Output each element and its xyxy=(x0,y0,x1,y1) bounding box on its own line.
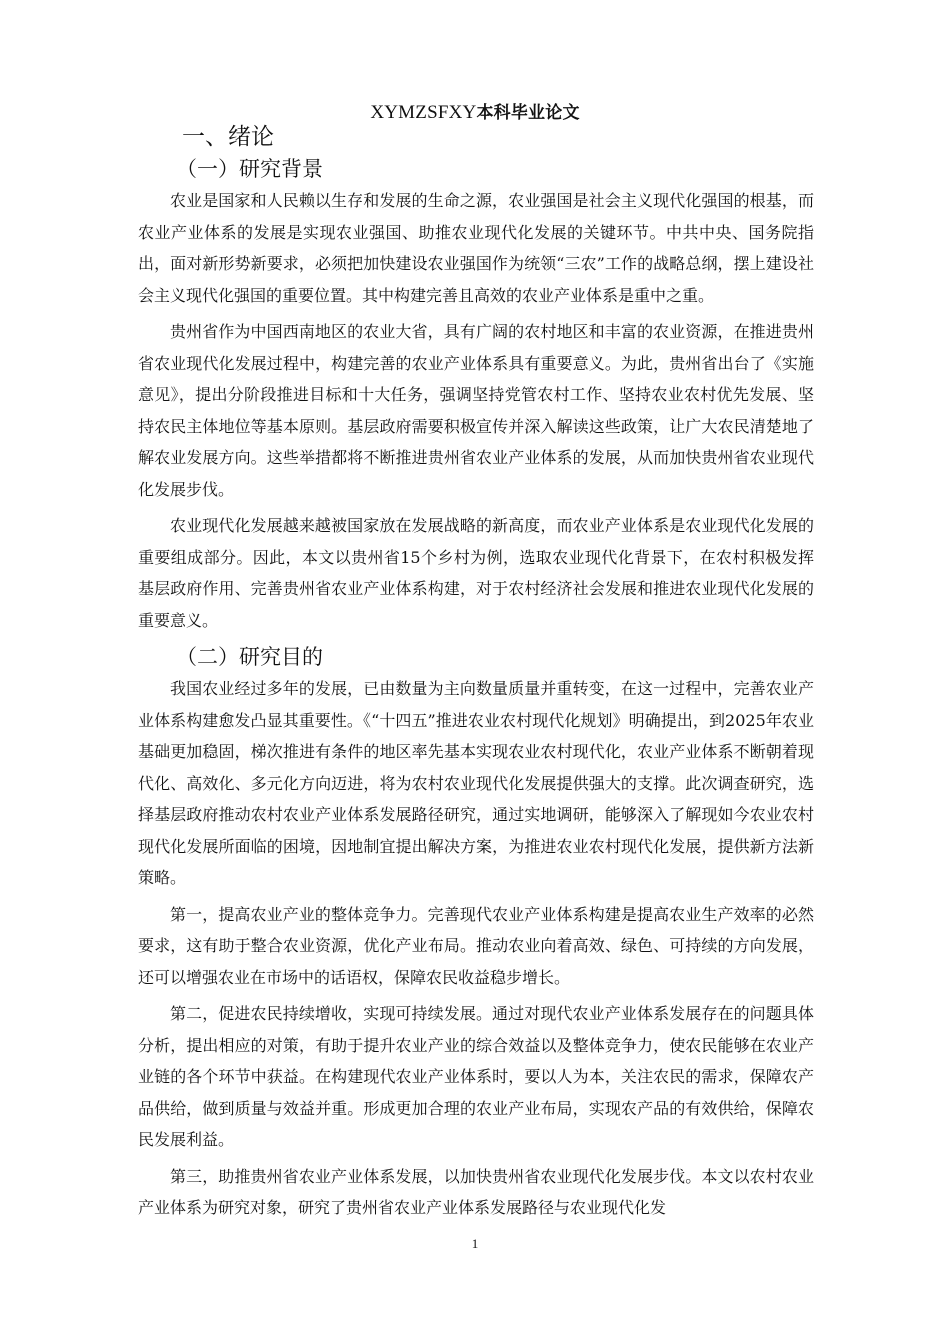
subsection-title-background: （一）研究背景 xyxy=(176,157,323,181)
paragraph: 我国农业经过多年的发展，已由数量为主向数量质量并重转变，在这一过程中，完善农业产业体系构建愈发凸显其重要性。《“十四五”推进农业农村现代化规划》明确提出，到2025年农业基础更加稳固，梯次推进有条件的地区率先基本实现农业农村现代化，农业产业体系不断朝着现代化、高效化、多元化方向迈进，将为农村农业现代化发展提供强大的支撑。此次调查研究，选择基层政府推动农村农业产业体系发展路径研究，通过实地调研，能够深入了解现如今农业农村现代化发展所面临的困境，因地制宜提出解决方案，为推进农业农村现代化发展，提供新方法新策略。 xyxy=(138,679,814,887)
header-code: XYMZSFXY xyxy=(370,102,477,123)
section-title: 一、绪论 xyxy=(182,124,274,150)
subsection-title-purpose: （二）研究目的 xyxy=(176,645,323,669)
paragraph: 第三，助推贵州省农业产业体系发展，以加快贵州省农业现代化发展步伐。本文以农村农业产业体系为研究对象，研究了贵州省农业产业体系发展路径与农业现代化发 xyxy=(138,1166,814,1217)
paragraph: 农业是国家和人民赖以生存和发展的生命之源，农业强国是社会主义现代化强国的根基，而农业产业体系的发展是实现农业强国、助推农业现代化发展的关键环节。中共中央、国务院指出，面对新形势新要求，必须把加快建设农业强国作为统领“三农”工作的战略总纲，摆上建设社会主义现代化强国的重要位置。其中构建完善且高效的农业产业体系是重中之重。 xyxy=(138,191,814,305)
header-title: 本科毕业论文 xyxy=(476,103,580,123)
paragraph: 贵州省作为中国西南地区的农业大省，具有广阔的农村地区和丰富的农业资源，在推进贵州省农业现代化发展过程中，构建完善的农业产业体系具有重要意义。为此，贵州省出台了《实施意见》，提出分阶段推进目标和十大任务，强调坚持党管农村工作、坚持农业农村优先发展、坚持农民主体地位等基本原则。基层政府需要积极宣传并深入解读这些政策，让广大农民清楚地了解农业发展方向。这些举措都将不断推进贵州省农业产业体系的发展，从而加快贵州省农业现代化发展步伐。 xyxy=(138,322,814,499)
page-number: 1 xyxy=(471,1236,479,1251)
body-content xyxy=(138,121,814,1229)
paragraph: 第一，提高农业产业的整体竞争力。完善现代农业产业体系构建是提高农业生产效率的必然要求，这有助于整合农业资源，优化产业布局。推动农业向着高效、绿色、可持续的方向发展，还可以增强农业在市场中的话语权，保障农民收益稳步增长。 xyxy=(138,904,814,987)
paragraph: 农业现代化发展越来越被国家放在发展战略的新高度，而农业产业体系是农业现代化发展的重要组成部分。因此，本文以贵州省15个乡村为例，选取农业现代化背景下，在农村积极发挥基层政府作用、完善贵州省农业产业体系构建，对于农村经济社会发展和推进农业现代化发展的重要意义。 xyxy=(138,516,814,630)
paragraph: 第二，促进农民持续增收，实现可持续发展。通过对现代农业产业体系发展存在的问题具体分析，提出相应的对策，有助于提升农业产业的综合效益以及整体竞争力，使农民能够在农业产业链的各个环节中获益。在构建现代农业产业体系时，要以人为本，关注农民的需求，保障农产品供给，做到质量与效益并重。形成更加合理的农业产业布局，实现农产品的有效供给，保障农民发展利益。 xyxy=(138,1004,814,1149)
